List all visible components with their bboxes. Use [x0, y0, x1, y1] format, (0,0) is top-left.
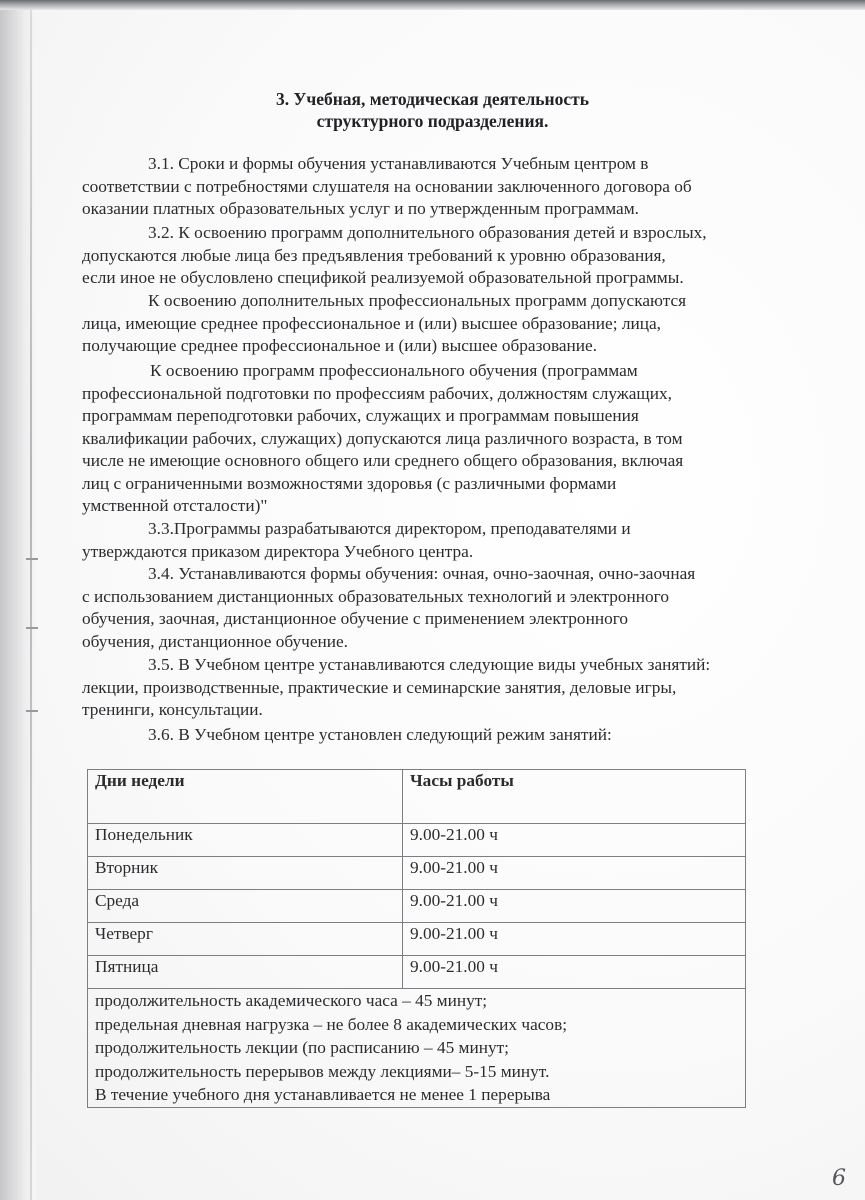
schedule-table: [87, 769, 746, 1108]
paragraph-3-1: [82, 153, 802, 221]
hours-cell: 9.00-21.00 ч: [403, 956, 746, 989]
text-line: соответствии с потребностями слушателя на основании заключенного договора об: [82, 176, 692, 196]
header-days: Дни недели: [88, 770, 403, 824]
hours-cell: 9.00-21.00 ч: [403, 923, 746, 956]
table-notes-row: [88, 989, 746, 1108]
note-line: продолжительность лекции (по расписанию – 45 минут;: [95, 1038, 509, 1057]
day-cell: Четверг: [88, 923, 403, 956]
text-line: 3.1. Сроки и формы обучения устанавливаются Учебным центром в: [148, 154, 649, 173]
table-row: [88, 923, 746, 956]
text-line: с использованием дистанционных образовательных технологий и электронного: [82, 586, 669, 606]
paragraph-3-2-vocational: [82, 360, 802, 518]
scan-edge: [0, 0, 865, 10]
note-line: продолжительность перерывов между лекциями– 5-15 минут.: [95, 1061, 550, 1081]
text-line: обучения, заочная, дистанционное обучение с применением электронного: [82, 609, 629, 628]
text-line: умственной отсталости)": [82, 496, 268, 515]
text-line: 3.4. Устанавливаются формы обучения: очная, очно-заочная, очно-заочная: [148, 564, 696, 583]
binding-stitch: [26, 558, 38, 560]
text-line: 3.6. В Учебном центре установлен следующий режим занятий:: [148, 725, 612, 744]
text-line: оказании платных образовательных услуг и по утвержденным программам.: [82, 199, 639, 218]
text-line: тренинги, консультации.: [82, 700, 263, 719]
paragraph-3-3: [82, 518, 802, 563]
text-line: 3.5. В Учебном центре устанавливаются следующие виды учебных занятий:: [148, 655, 711, 674]
section-heading-line-1: 3. Учебная, методическая деятельность: [275, 89, 590, 109]
text-line: числе не имеющие основного общего или среднего общего образования, включая: [82, 451, 684, 470]
day-cell: Вторник: [88, 857, 403, 890]
day-cell: Пятница: [88, 956, 403, 989]
paragraph-3-4: [82, 563, 802, 653]
text-line: допускаются любые лица без предъявления требований к уровню образования,: [82, 245, 666, 265]
note-line: В течение учебного дня устанавливается не менее 1 перерыва: [95, 1085, 551, 1104]
paragraph-3-2-professional: [82, 290, 802, 358]
text-line: утверждаются приказом директора Учебного центра.: [82, 541, 474, 561]
text-line: лица, имеющие среднее профессиональное и (или) высшее образование; лица,: [82, 313, 661, 333]
page-number: 6: [832, 1166, 846, 1191]
text-line: профессиональной подготовки по профессиям рабочих, должностям служащих,: [82, 383, 672, 403]
paragraph-3-5: [82, 654, 802, 722]
text-line: обучения, дистанционное обучение.: [82, 631, 348, 651]
table-row: [88, 956, 746, 989]
section-heading-line-2: структурного подразделения.: [316, 111, 549, 131]
note-line: предельная дневная нагрузка – не более 8 академических часов;: [95, 1014, 568, 1034]
header-hours: Часы работы: [403, 770, 746, 824]
notes-cell: [88, 989, 746, 1108]
text-line: если иное не обусловлено спецификой реализуемой образовательной программы.: [82, 268, 684, 287]
day-cell: Понедельник: [88, 824, 403, 857]
text-line: лекции, производственные, практические и семинарские занятия, деловые игры,: [82, 677, 677, 697]
text-line: 3.3.Программы разрабатываются директором, преподавателями и: [148, 519, 631, 538]
binding-stitch: [26, 627, 38, 629]
text-line: 3.2. К освоению программ дополнительного образования детей и взрослых,: [148, 223, 707, 242]
table-row: [88, 890, 746, 923]
note-line: продолжительность академического часа – 45 минут;: [95, 991, 488, 1010]
table-row: [88, 824, 746, 857]
text-line: получающие среднее профессиональное и (или) высшее образование.: [82, 336, 598, 355]
text-line: К освоению программ профессионального обучения (программам: [150, 361, 638, 380]
table-row: [88, 857, 746, 890]
text-line: программам переподготовки рабочих, служащих и программам повышения: [82, 406, 639, 425]
paragraph-3-6: [82, 724, 802, 747]
text-line: лиц с ограниченными возможностями здоровья (с различными формами: [82, 473, 617, 493]
day-cell: Среда: [88, 890, 403, 923]
text-line: квалификации рабочих, служащих) допускаются лица различного возраста, в том: [82, 428, 683, 448]
hours-cell: 9.00-21.00 ч: [403, 824, 746, 857]
binding-fold-line: [30, 0, 32, 1200]
hours-cell: 9.00-21.00 ч: [403, 890, 746, 923]
paragraph-3-2: [82, 222, 802, 290]
hours-cell: 9.00-21.00 ч: [403, 857, 746, 890]
binding-stitch: [26, 710, 38, 712]
table-header-row: [88, 770, 746, 824]
text-line: К освоению дополнительных профессиональных программ допускаются: [148, 291, 687, 310]
